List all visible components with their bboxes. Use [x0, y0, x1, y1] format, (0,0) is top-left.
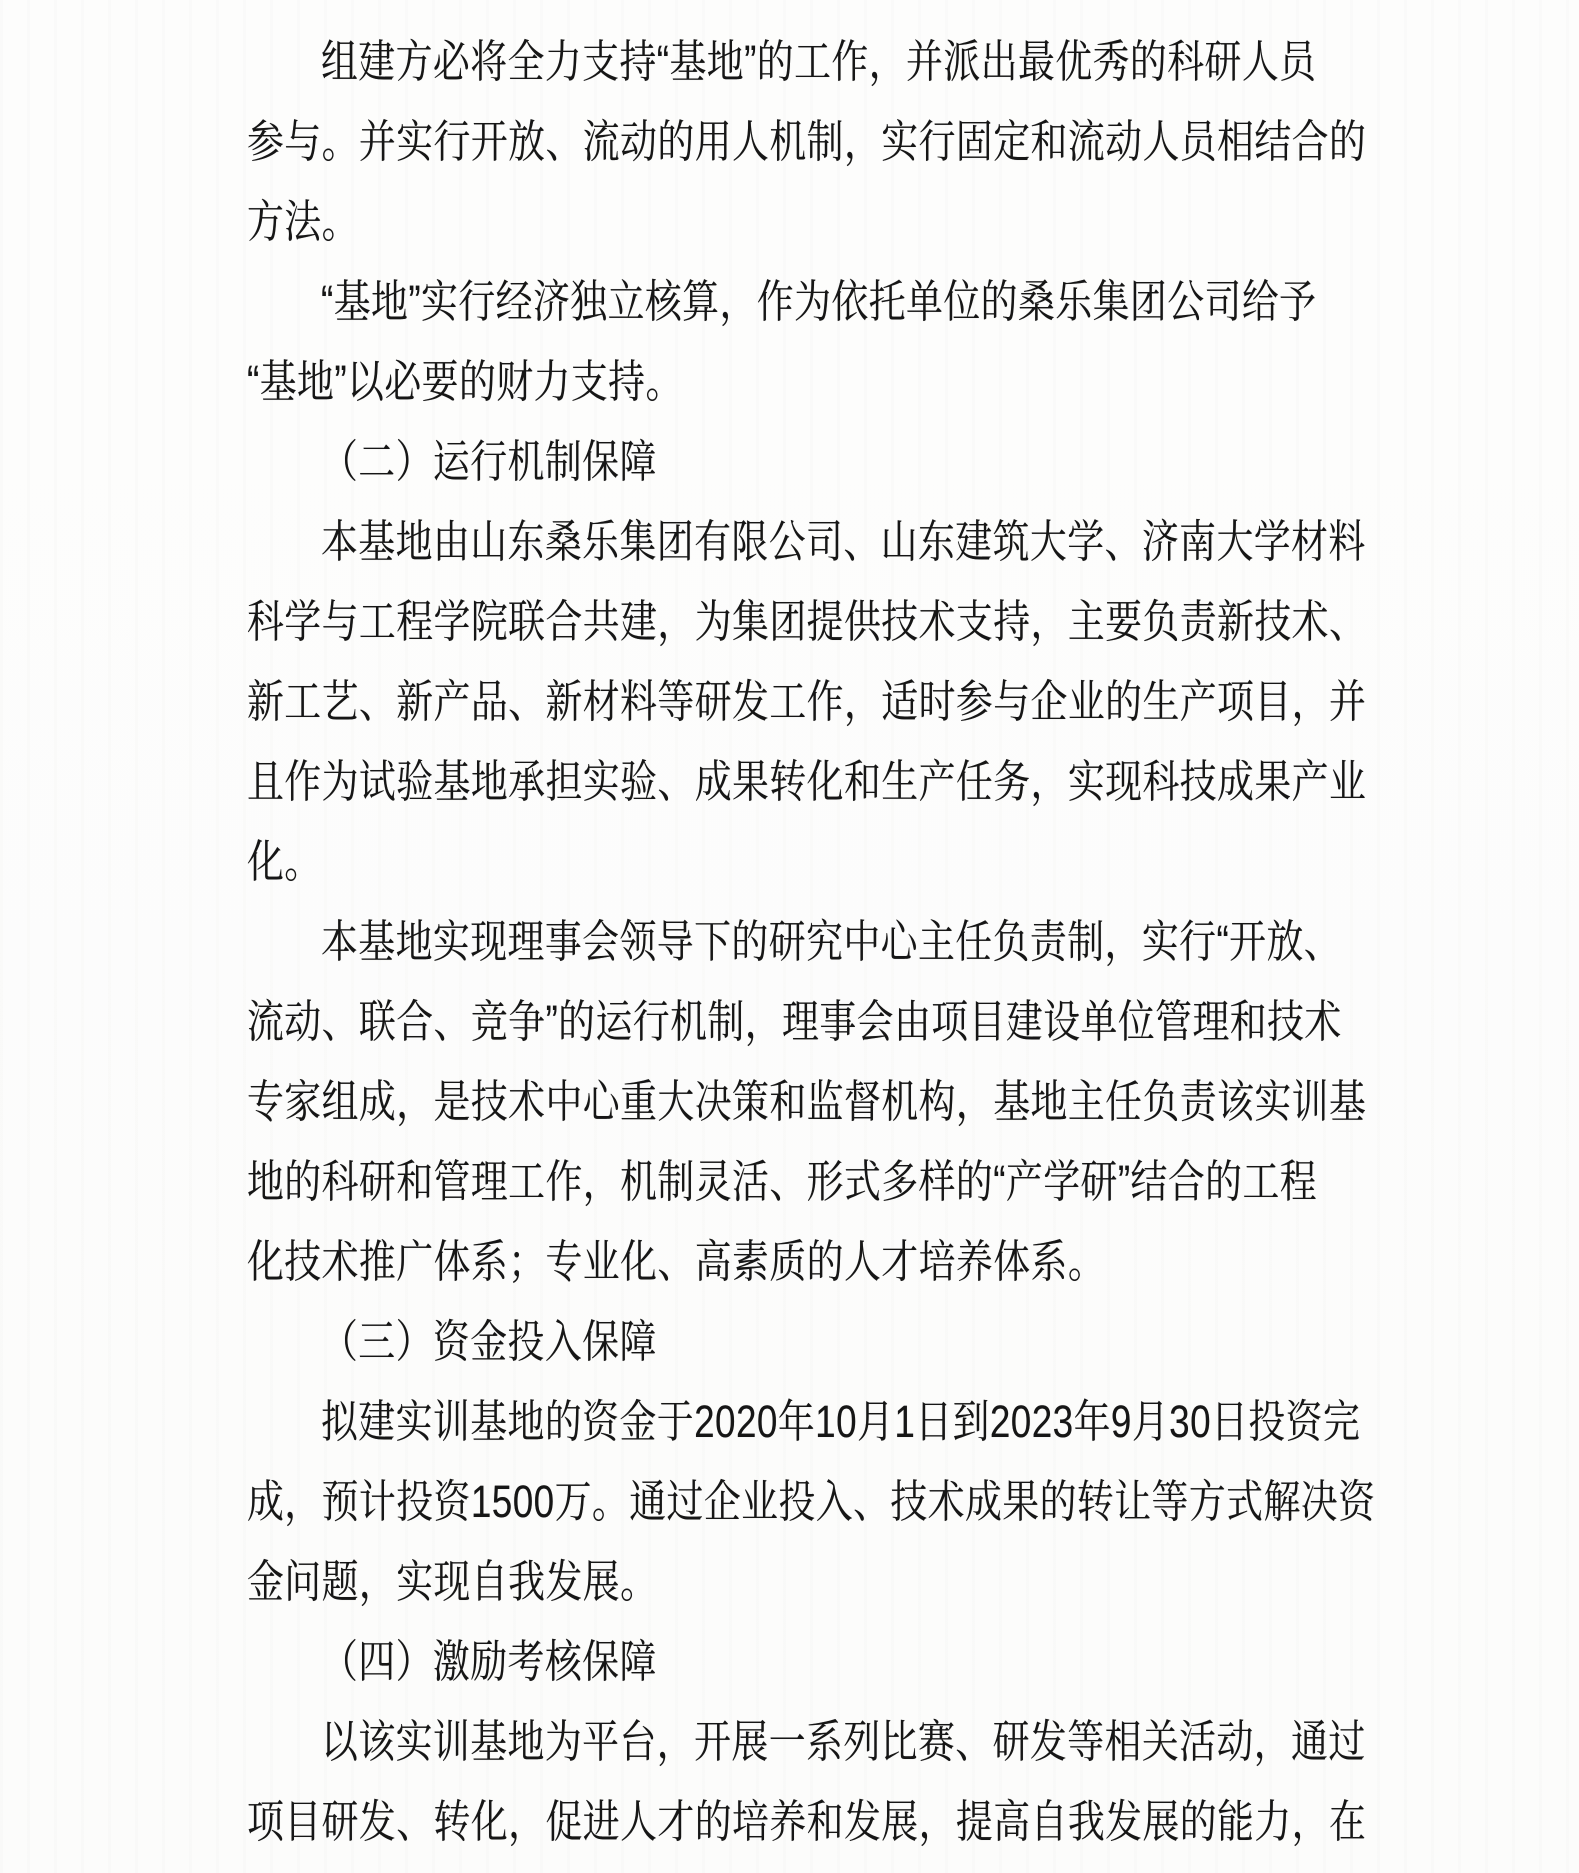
text-line: [247, 262, 1427, 342]
text-line-content: 成，预计投资1500万。通过企业投入、技术成果的转让等方式解决资: [247, 1476, 1376, 1527]
text-line-content: 新工艺、新产品、新材料等研发工作，适时参与企业的生产项目，并: [247, 676, 1367, 727]
text-line-content: 拟建实训基地的资金于2020年10月1日到2023年9月30日投资完: [321, 1396, 1361, 1447]
text-line-content: 方法。: [247, 196, 359, 247]
text-line: [247, 1142, 1427, 1222]
text-line-content: （二）运行机制保障: [321, 436, 657, 487]
text-line-content: 参与。并实行开放、流动的用人机制，实行固定和流动人员相结合的: [247, 116, 1367, 167]
text-line-content: 化技术推广体系；专业化、高素质的人才培养体系。: [247, 1236, 1106, 1287]
text-line: [247, 662, 1427, 742]
section-heading: [247, 422, 1427, 502]
text-line-content: 科学与工程学院联合共建，为集团提供技术支持，主要负责新技术、: [247, 596, 1367, 647]
text-line: [247, 822, 1427, 902]
text-line: [247, 342, 1427, 422]
text-line: [247, 1702, 1427, 1782]
text-line-content: （三）资金投入保障: [321, 1316, 657, 1367]
text-line-content: 以该实训基地为平台，开展一系列比赛、研发等相关活动，通过: [321, 1716, 1366, 1767]
text-line: [247, 1782, 1427, 1862]
text-line-content: “基地”以必要的财力支持。: [247, 356, 683, 407]
text-line-content: 项目研发、转化，促进人才的培养和发展，提高自我发展的能力，在: [247, 1796, 1367, 1847]
text-line: [247, 982, 1427, 1062]
text-line: [247, 742, 1427, 822]
text-line-content: 且作为试验基地承担实验、成果转化和生产任务，实现科技成果产业: [247, 756, 1367, 807]
section-heading: [247, 1302, 1427, 1382]
text-line: [247, 1382, 1427, 1462]
text-line-content: 流动、联合、竞争”的运行机制，理事会由项目建设单位管理和技术: [247, 996, 1342, 1047]
text-line-content: “基地”实行经济独立核算，作为依托单位的桑乐集团公司给予: [321, 276, 1317, 327]
text-line: [247, 102, 1427, 182]
section-heading: [247, 1622, 1427, 1702]
text-line: [247, 502, 1427, 582]
text-line: [247, 1062, 1427, 1142]
text-line: [247, 1462, 1427, 1542]
text-line-content: 金问题，实现自我发展。: [247, 1556, 658, 1607]
text-line: [247, 582, 1427, 662]
text-line-content: （四）激励考核保障: [321, 1636, 657, 1687]
text-line: [247, 902, 1427, 982]
text-line-content: 地的科研和管理工作，机制灵活、形式多样的“产学研”结合的工程: [247, 1156, 1318, 1207]
text-line-content: 组建方必将全力支持“基地”的工作，并派出最优秀的科研人员: [321, 36, 1317, 87]
text-line-content: 本基地实现理事会领导下的研究中心主任负责制，实行“开放、: [321, 916, 1342, 967]
text-line-content: 化。: [247, 836, 322, 887]
text-line: [247, 22, 1427, 102]
text-line-content: 专家组成，是技术中心重大决策和监督机构，基地主任负责该实训基: [247, 1076, 1367, 1127]
text-line-content: 本基地由山东桑乐集团有限公司、山东建筑大学、济南大学材料: [321, 516, 1366, 567]
text-line: [247, 1222, 1427, 1302]
text-line: [247, 182, 1427, 262]
text-line: [247, 1542, 1427, 1622]
document-text: [247, 22, 1427, 1862]
